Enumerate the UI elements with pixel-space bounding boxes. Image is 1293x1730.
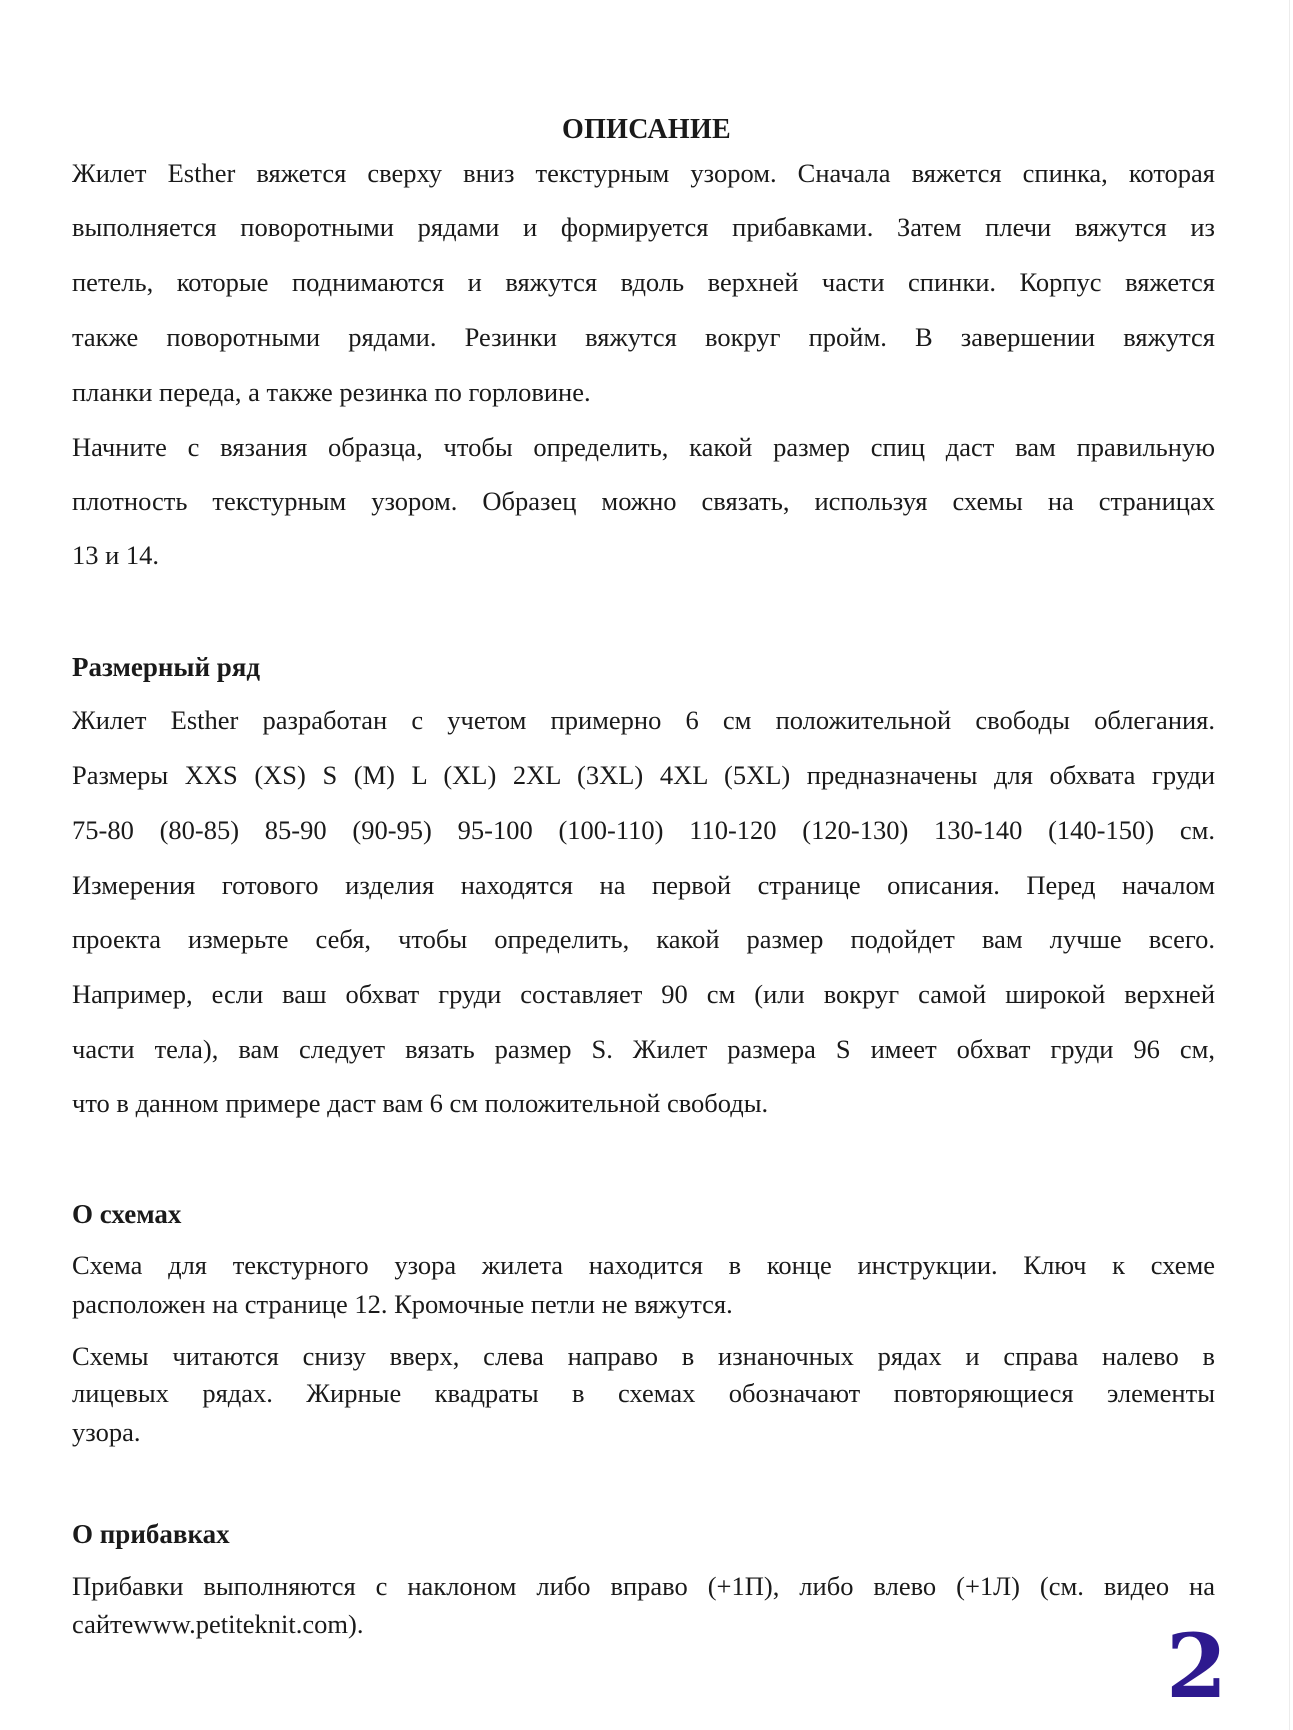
text-line: плотность текстурным узором. Образец можно связать, используя схемы на страницах	[72, 486, 1215, 516]
text-line: проекта измерьте себя, чтобы определить, какой размер подойдет вам лучше всего.	[72, 924, 1215, 954]
page-title: ОПИСАНИЕ	[561, 114, 732, 145]
text-line: 13 и 14.	[72, 540, 160, 570]
page-number: 2	[1166, 1614, 1228, 1718]
text-line: Например, если ваш обхват груди составляет 90 см (или вокруг самой широкой верхней	[72, 979, 1215, 1009]
text-line: Жилет Esther разработан с учетом примерно 6 см положительной свободы облегания.	[72, 705, 1215, 735]
text-line: 75-80 (80-85) 85-90 (90-95) 95-100 (100-110) 110-120 (120-130) 130-140 (140-150) см.	[72, 815, 1215, 845]
text-line: петель, которые поднимаются и вяжутся вдоль верхней части спинки. Корпус вяжется	[72, 267, 1215, 297]
text-line: узора.	[72, 1417, 141, 1447]
section-heading-charts: О схемах	[72, 1199, 182, 1229]
text-line: Схемы читаются снизу вверх, слева направо в изнаночных рядах и справа налево в	[72, 1341, 1215, 1371]
text-line: Размеры XXS (XS) S (M) L (XL) 2XL (3XL) 4XL (5XL) предназначены для обхвата груди	[72, 760, 1215, 790]
text-line: сайтеwww.petiteknit.com).	[72, 1609, 364, 1639]
section-heading-increases: О прибавках	[72, 1519, 230, 1549]
text-line: планки переда, а также резинка по горловине.	[72, 377, 591, 407]
text-line: Начните с вязания образца, чтобы определить, какой размер спиц даст вам правильную	[72, 432, 1215, 462]
text-line: выполняется поворотными рядами и формируется прибавками. Затем плечи вяжутся из	[72, 212, 1215, 242]
text-line: Прибавки выполняются с наклоном либо вправо (+1П), либо влево (+1Л) (см. видео на	[72, 1571, 1215, 1601]
text-line: расположен на странице 12. Кромочные петли не вяжутся.	[72, 1289, 733, 1319]
text-line: лицевых рядах. Жирные квадраты в схемах обозначают повторяющиеся элементы	[72, 1378, 1215, 1408]
text-line: что в данном примере даст вам 6 см положительной свободы.	[72, 1088, 769, 1118]
text-line: также поворотными рядами. Резинки вяжутся вокруг пройм. В завершении вяжутся	[72, 322, 1215, 352]
text-line: Жилет Esther вяжется сверху вниз текстурным узором. Сначала вяжется спинка, которая	[72, 158, 1215, 188]
page-edge	[1289, 0, 1290, 1730]
text-line: Схема для текстурного узора жилета находится в конце инструкции. Ключ к схеме	[72, 1250, 1215, 1280]
section-heading-sizes: Размерный ряд	[72, 652, 261, 682]
text-line: части тела), вам следует вязать размер S. Жилет размера S имеет обхват груди 96 см,	[72, 1034, 1215, 1064]
text-line: Измерения готового изделия находятся на первой странице описания. Перед началом	[72, 870, 1215, 900]
